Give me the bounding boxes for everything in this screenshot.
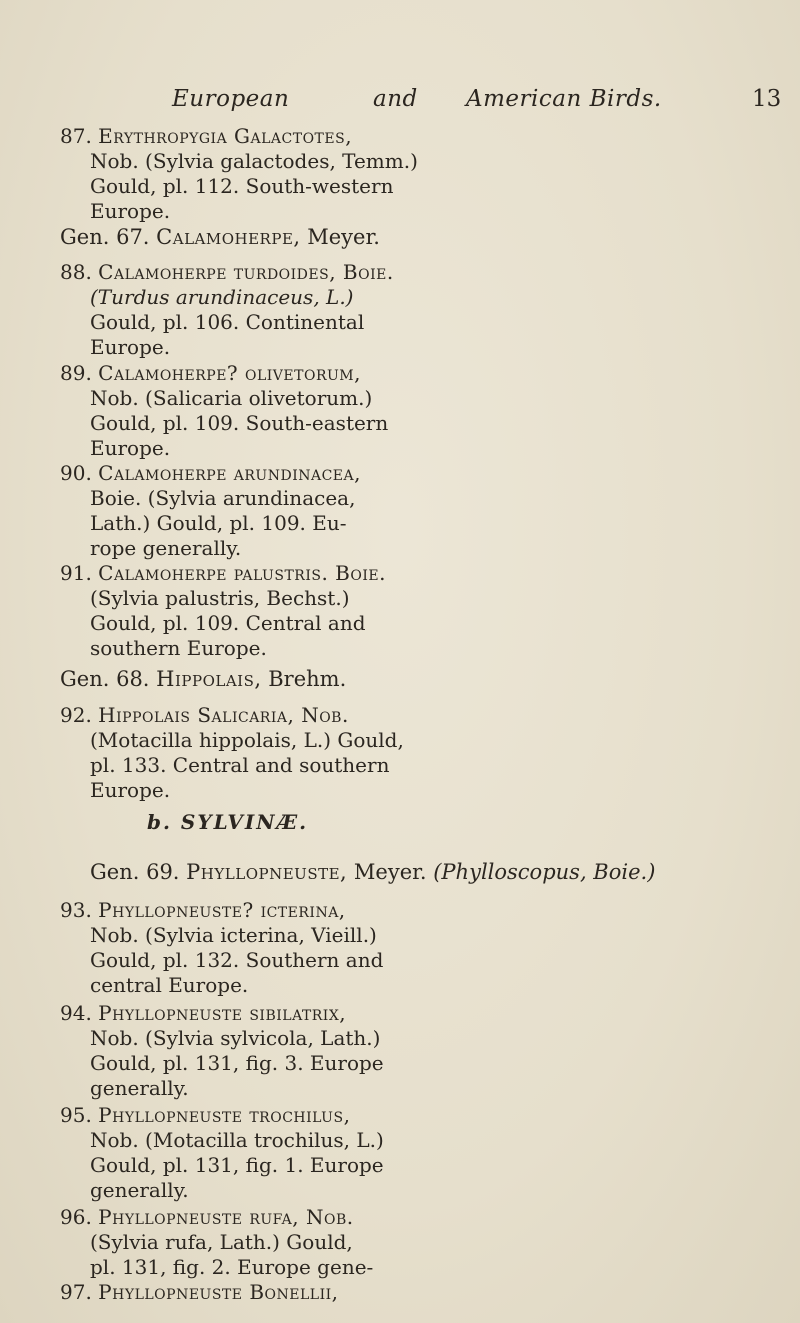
species-entry-87: 87. Erythropygia Galactotes, Nob. (Sylvia galactodes, Temm.) Gould, pl. 112. South-western Europe. [60,124,418,223]
running-head-american-birds: American Birds. [466,86,662,112]
species-entry-94: 94. Phyllopneuste sibilatrix, Nob. (Sylvia sylvicola, Lath.) Gould, pl. 131, fig. 3. Europe generally. [60,1001,384,1100]
genus-heading-67: Gen. 67. Calamoherpe, Meyer. [60,225,380,249]
species-entry-96: 96. Phyllopneuste rufa, Nob. (Sylvia rufa, Lath.) Gould, pl. 131, fig. 2. Europe gene- [60,1205,374,1279]
species-entry-95: 95. Phyllopneuste trochilus, Nob. (Motacilla trochilus, L.) Gould, pl. 131, fig. 1. Europe generally. [60,1103,384,1202]
species-entry-89: 89. Calamoherpe? olivetorum, Nob. (Salicaria olivetorum.) Gould, pl. 109. South-eastern Europe. [60,361,389,460]
species-entry-90: 90. Calamoherpe arundinacea, Boie. (Sylvia arundinacea, Lath.) Gould, pl. 109. Eu- rope generally. [60,461,361,560]
species-entry-88: 88. Calamoherpe turdoides, Boie. (Turdus arundinaceus, L.) Gould, pl. 106. Continental Europe. [60,260,394,359]
page-number: 13 [752,86,782,112]
running-head-european: European [172,86,290,112]
running-head-and: and [373,86,418,112]
species-entry-91: 91. Calamoherpe palustris. Boie. (Sylvia palustris, Bechst.) Gould, pl. 109. Central and southern Europe. [60,561,386,660]
genus-heading-68: Gen. 68. Hippolais, Brehm. [60,667,347,691]
subfamily-heading: b. SYLVINÆ. [147,810,309,834]
genus-heading-69: Gen. 69. Phyllopneuste, Meyer. (Phylloscopus, Boie.) [90,860,656,884]
species-entry-92: 92. Hippolais Salicaria, Nob. (Motacilla hippolais, L.) Gould, pl. 133. Central and southern Europe. [60,703,404,802]
species-entry-97: 97. Phyllopneuste Bonellii, [60,1280,339,1304]
species-entry-93: 93. Phyllopneuste? icterina, Nob. (Sylvia icterina, Vieill.) Gould, pl. 132. Southern and central Europe. [60,898,384,997]
